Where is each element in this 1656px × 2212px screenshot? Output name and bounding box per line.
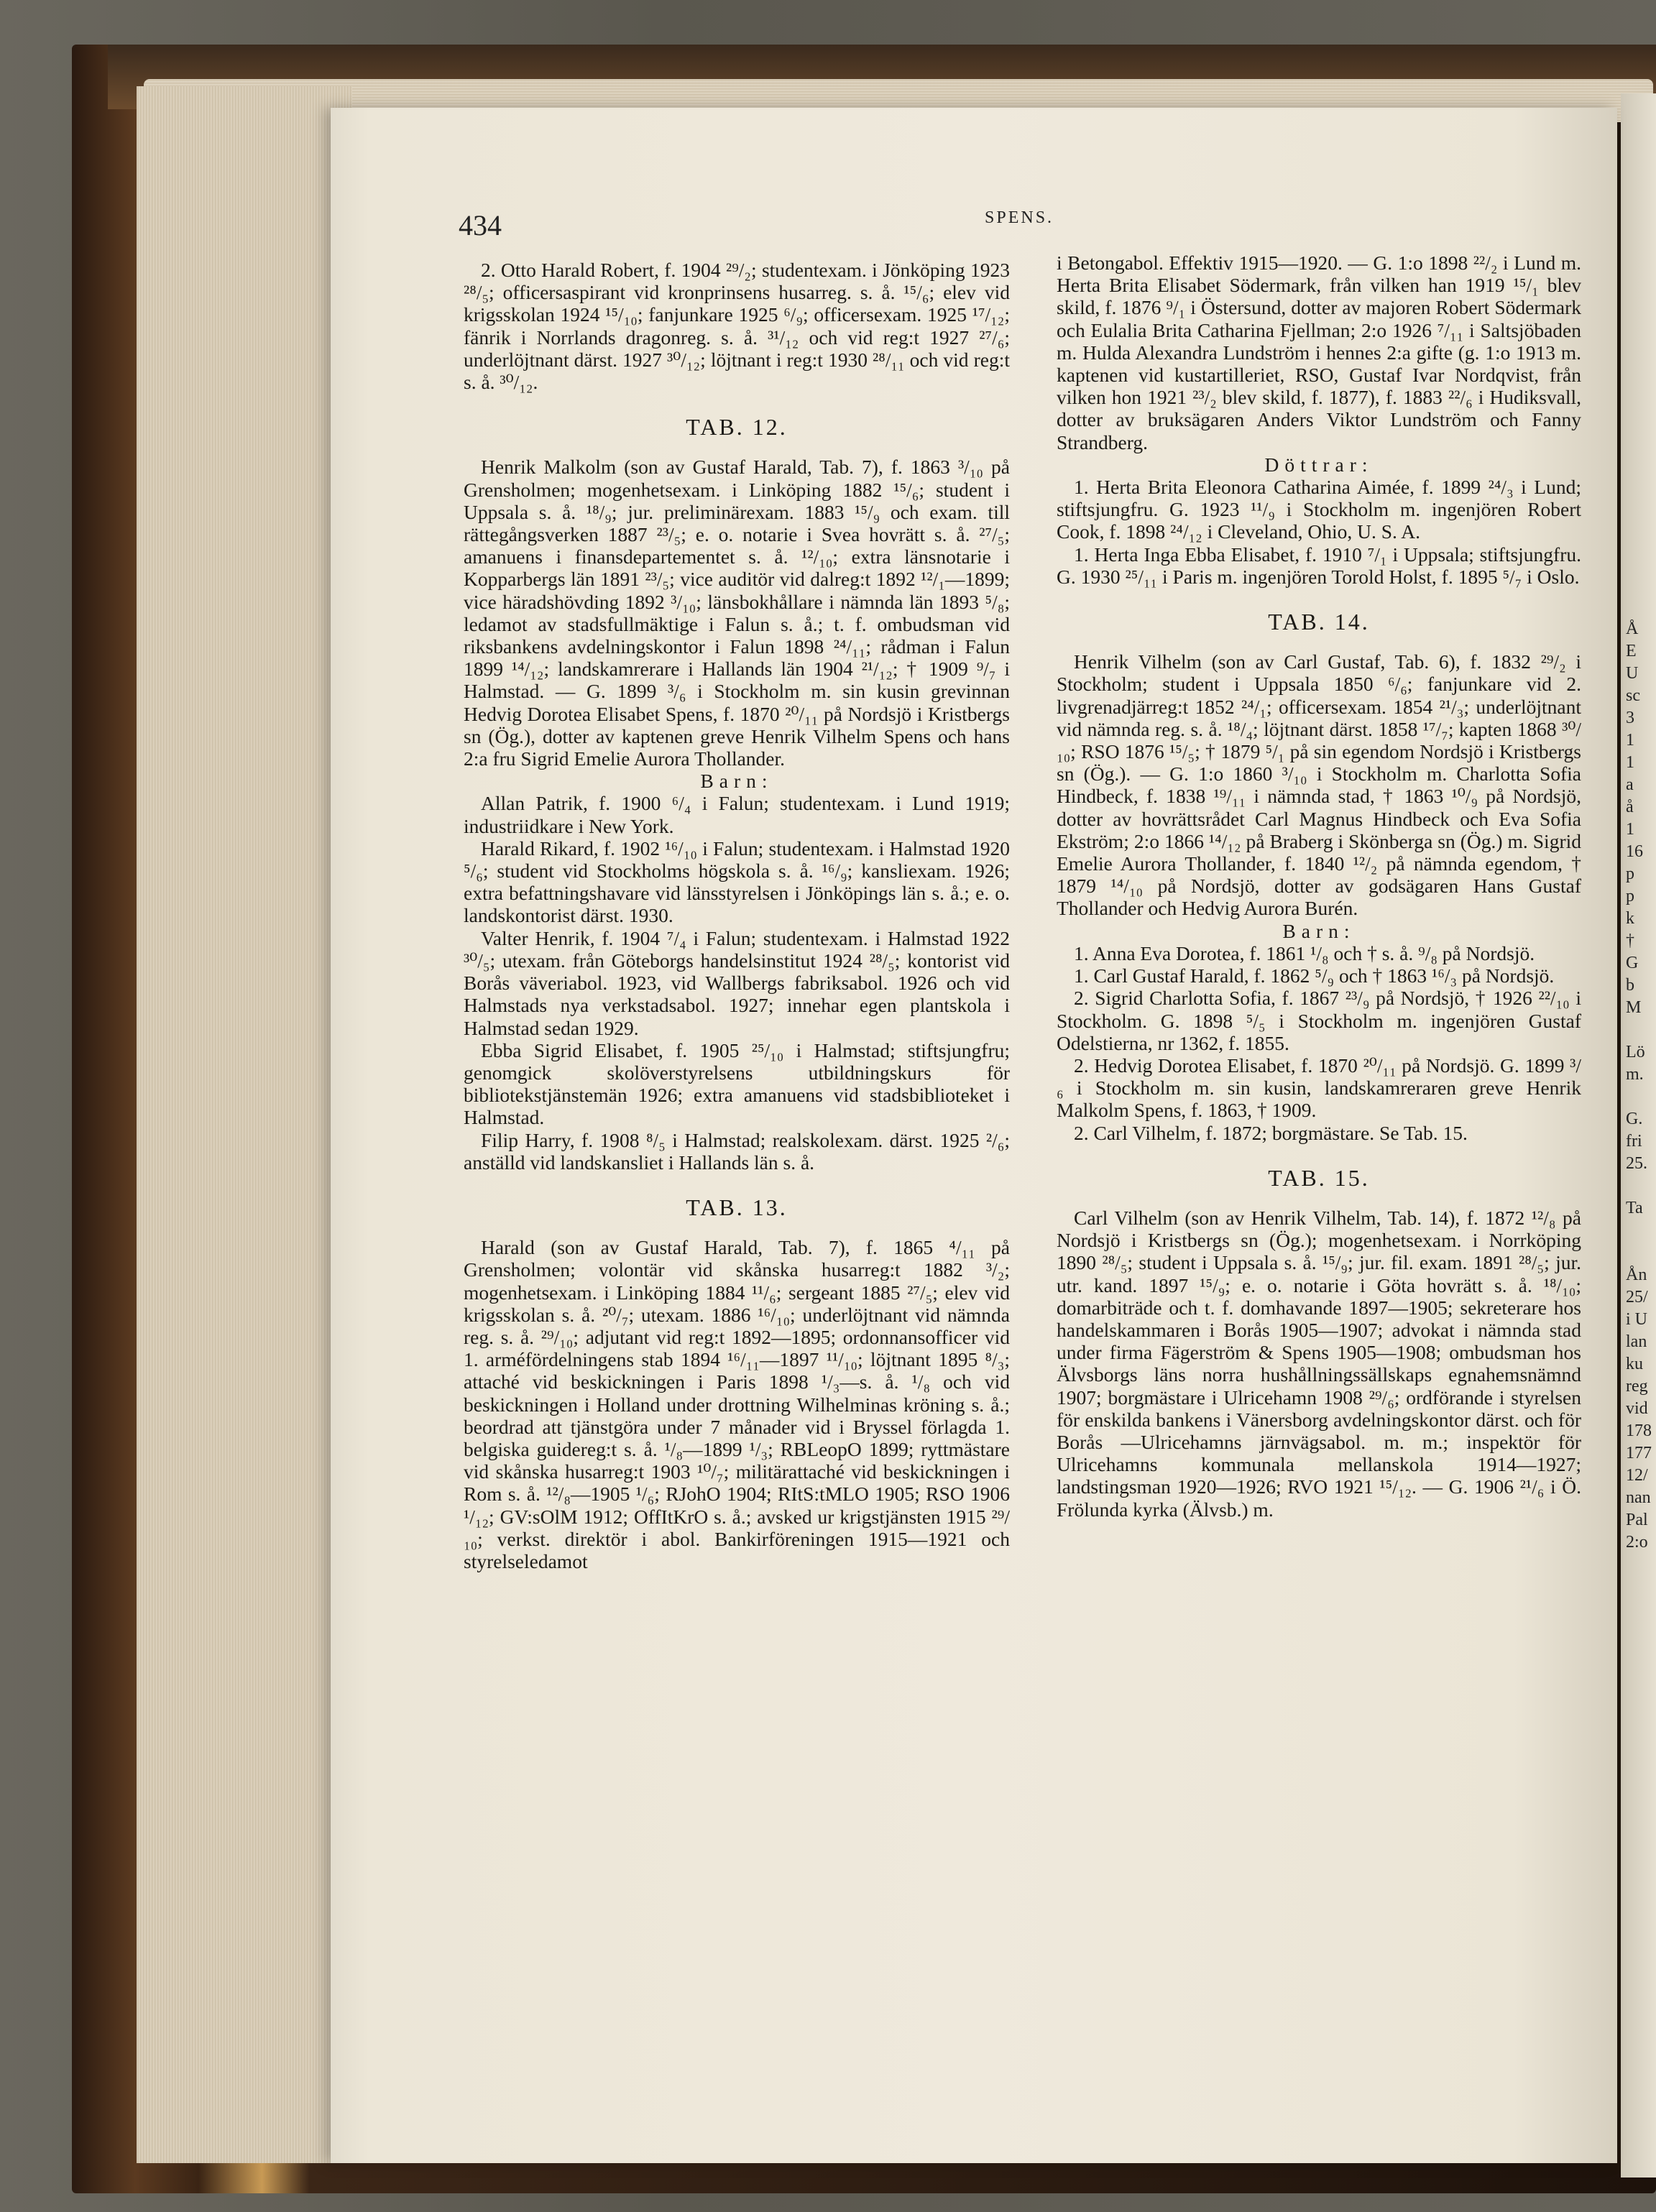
margin-fragment: sc [1626, 686, 1640, 705]
margin-fragment: † [1626, 931, 1634, 950]
margin-fragment: 1 [1626, 731, 1634, 750]
margin-fragment: 1 [1626, 820, 1634, 839]
margin-fragment: M [1626, 998, 1642, 1017]
margin-fragment: k [1626, 909, 1634, 928]
margin-fragment: 3 [1626, 709, 1634, 727]
child-entry: 1. Carl Gustaf Harald, f. 1862 ⁵/₉ och † 1863 ¹⁶/₃ på Nordsjö. [1074, 964, 1555, 987]
margin-fragment: reg [1626, 1377, 1648, 1396]
dottrar-label: Döttrar: [1264, 453, 1374, 476]
margin-fragment: å [1626, 798, 1634, 816]
daughter-entry: 1. Herta Brita Eleonora Catharina Aimée, f. 1899 ²⁴/₃ i Lund; stiftsjungfru. G. 1923 ¹¹/₉ i Stockholm m. ingenjören Robert Cook, f. 1898 ²⁴/₁₂ i Cleveland, Ohio, U. S. A. [1057, 476, 1581, 543]
margin-fragment: U [1626, 664, 1639, 683]
margin-fragment: 1 [1626, 753, 1634, 772]
margin-fragment: 25. [1626, 1154, 1647, 1173]
margin-fragment: Å [1626, 619, 1639, 638]
barn-label: Barn: [700, 770, 773, 793]
facing-page-fragments [1626, 618, 1656, 1554]
margin-fragment: 16 [1626, 842, 1643, 861]
child-entry: 2. Sigrid Charlotta Sofia, f. 1867 ²³/₉ på Nordsjö, † 1926 ²²/₁₀ i Stockholm. G. 1898 ⁵/₅ i Stockholm m. ingenjören Gustaf Odelstierna, nr 1362, f. 1855. [1057, 987, 1581, 1054]
margin-fragment: Pal [1626, 1511, 1648, 1529]
margin-fragment: p [1626, 887, 1634, 905]
child-entry: Valter Henrik, f. 1904 ⁷/₄ i Falun; studentexam. i Halmstad 1922 ³⁰/₅; utexam. från Göteborgs handelsinstitut 1924 ²⁸/₅; kontorist vid Borås väveriabol. 1923, vid Wallbergs fabriksabol. 1926 och vid Halmstads nya verkstadsabol. 1927; innehar egen plantskola i Halmstad sedan 1929. [464, 926, 1010, 1039]
entry-carl-vilhelm: Carl Vilhelm (son av Henrik Vilhelm, Tab. 14), f. 1872 ¹²/₈ på Nordsjö i Kristbergs sn (Ög.); mogenhetsexam. i Norrköping 1890 ²⁸/₅; student i Uppsala s. å. ¹⁵/₉; jur. fil. exam. 1891 ²⁸/₅; jur. utr. kand. 1897 ¹⁵/₉; e. o. notarie i Göta hovrätt s. å. ¹⁸/₁₀; domarbiträde och t. f. domhavande 1897—1905; sekreterare hos handelskammaren i Borås 1905—1907; advokat i nämnda stad under firma Fägerström & Spens 1905—1908; ombudsman hos Älvsborgs läns norra hushållningssällskaps egnahemsnämnd 1907; borgmästare i Ulricehamn 1908 ²⁹/₆; ordförande i styrelsen för enskilda bankens i Vänersborg avdelningskontor därst. och för Borås —Ulricehamns järnvägsabol. m. m.; inspektör för Ulricehamns kommunala mellanskola 1914—1927; landstingsman 1920—1926; RVO 1921 ¹⁵/₁₂. — G. 1906 ²¹/₆ i Ö. Frölunda kyrka (Älvsb.) m. [1057, 1206, 1581, 1521]
margin-fragment: fri [1626, 1132, 1642, 1151]
margin-fragment: i U [1626, 1310, 1647, 1329]
entry-henrik-malkolm: Henrik Malkolm (son av Gustaf Harald, Tab. 7), f. 1863 ³/₁₀ på Grensholmen; mogenhetsexam. i Linköping 1882 ¹⁵/₆; student i Uppsala s. å. ¹⁸/₉; jur. preliminärexam. 1883 ¹⁵/₉ och exam. till rättegångsverken 1887 ²³/₅; e. o. notarie i Svea hovrätt s. å. ²⁷/₅; amanuens i finansdepartementet s. å. ¹²/₁₀; extra länsnotarie i Kopparbergs län 1891 ²³/₅; vice auditör vid dalreg:t 1892 ¹²/₁—1899; vice häradshövding 1892 ³/₁₀; länsbokhållare i nämnda län 1893 ⁵/₈; ledamot av stadsfullmäktige i Falun s. å.; t. f. ombudsman vid riksbankens avdelningskontor i Falun 1898 ²⁴/₁₁; rådman i Falun 1899 ¹⁴/₁₂; landskamrerare i Hallands län 1904 ²¹/₁₂; † 1909 ⁹/₇ i Halmstad. — G. 1899 ³/₆ i Stockholm m. sin kusin grevinnan Hedvig Dorotea Elisabet Spens, f. 1870 ²⁰/₁₁ på Nordsjö i Kristbergs sn (Ög.), dotter av kaptenen greve Henrik Vilhelm Spens och hans 2:a fru Sigrid Emelie Aurora Thollander. [464, 456, 1010, 770]
child-entry: Filip Harry, f. 1908 ⁸/₅ i Halmstad; realskolexam. därst. 1925 ²/₆; anställd vid landskansliet i Hallands län s. å. [464, 1128, 1010, 1174]
page-number: 434 [459, 209, 502, 241]
child-entry: Ebba Sigrid Elisabet, f. 1905 ²⁵/₁₀ i Halmstad; stiftsjungfru; genomgick skolöverstyrelsens utbildningskurs för bibliotekstjänstemän 1926; extra amanuens vid stadsbiblioteket i Halmstad. [464, 1038, 1010, 1129]
margin-fragment: lan [1626, 1332, 1647, 1351]
right-column [1057, 252, 1581, 1521]
child-entry: 1. Anna Eva Dorotea, f. 1861 ¹/₈ och † s. å. ⁹/₈ på Nordsjö. [1074, 941, 1535, 964]
tab15-heading: TAB. 15. [1268, 1164, 1370, 1191]
child-entry: 2. Carl Vilhelm, f. 1872; borgmästare. Se Tab. 15. [1074, 1121, 1468, 1144]
tab12-heading: TAB. 12. [686, 414, 788, 441]
margin-fragment: b [1626, 976, 1634, 995]
tab13-heading: TAB. 13. [686, 1194, 788, 1220]
margin-fragment [1626, 1242, 1656, 1264]
daughter-entry: 1. Herta Inga Ebba Elisabet, f. 1910 ⁷/₁ i Uppsala; stiftsjungfru. G. 1930 ²⁵/₁₁ i Paris m. ingenjören Torold Holst, f. 1895 ⁵/₇ i Oslo. [1057, 543, 1581, 588]
child-entry: Allan Patrik, f. 1900 ⁶/₄ i Falun; studentexam. i Lund 1919; industriidkare i New York. [464, 792, 1010, 837]
running-head: SPENS. [985, 208, 1054, 227]
margin-fragment: m. [1626, 1065, 1644, 1084]
margin-fragment: nan [1626, 1488, 1651, 1507]
margin-fragment: ku [1626, 1355, 1643, 1373]
margin-fragment [1626, 1086, 1656, 1108]
margin-fragment: E [1626, 642, 1637, 660]
margin-fragment: G. [1626, 1110, 1643, 1128]
margin-fragment: Ån [1626, 1266, 1647, 1284]
margin-fragment: 25/ [1626, 1288, 1648, 1307]
margin-fragment: G [1626, 954, 1639, 972]
margin-fragment [1626, 1175, 1656, 1197]
tab14-heading: TAB. 14. [1268, 609, 1370, 635]
entry-otto-harald-robert: 2. Otto Harald Robert, f. 1904 ²⁹/₂; studentexam. i Jönköping 1923 ²⁸/₅; officersaspirant vid kronprinsens husarreg. s. å. ¹⁵/₆; elev vid krigsskolan 1924 ¹⁵/₁₀; fanjunkare 1925 ⁶/₉; officersexam. 1925 ¹⁷/₁₂; fänrik i Norrlands dragonreg. s. å. ³¹/₁₂ och vid reg:t 1927 ²⁷/₆; underlöjtnant därst. 1927 ³⁰/₁₂; löjtnant i reg:t 1930 ²⁸/₁₁ och vid reg:t s. å. ³⁰/₁₂. [464, 259, 1010, 394]
margin-fragment: 12/ [1626, 1466, 1648, 1485]
entry-harald: Harald (son av Gustaf Harald, Tab. 7), f. 1865 ⁴/₁₁ på Grensholmen; volontär vid skånska husarreg:t 1882 ³/₂; mogenhetsexam. i Linköping 1884 ¹¹/₆; sergeant 1885 ²⁷/₅; elev vid krigsskolan s. å. ²⁰/₇; utexam. 1886 ¹⁶/₁₀; underlöjtnant vid nämnda reg. s. å. ²⁹/₁₀; adjutant vid reg:t 1892—1895; ordonnansofficer vid 1. arméfördelningens stab 1894 ¹⁶/₁₁—1897 ¹¹/₁₀; löjtnant 1895 ⁸/₃; attaché vid beskickningen i Paris 1898 ¹/₃—s. å. ¹/₈ och vid beskickningen i Holland under drottning Wilhelminas kröning s. å.; beordrad att tjänstgöra under 7 månader vid i Bryssel förlagda 1. belgiska guidereg:t s. å. ¹/₈—1899 ¹/₃; RBLeopO 1899; ryttmästare vid skånska husarreg:t 1903 ¹⁰/₇; militärattaché vid beskickningen i Rom s. å. ¹²/₈—1905 ¹/₆; RJohO 1904; RItS:tMLO 1905; RSO 1906 ¹/₁₂; GV:sOlM 1912; OffItKrO s. å.; avsked ur krigstjänsten 1915 ²⁹/₁₀; verkst. direktör i abol. Bankirföreningen 1915—1921 och styrelseledamot [464, 1236, 1010, 1572]
child-entry: Harald Rikard, f. 1902 ¹⁶/₁₀ i Falun; studentexam. i Halmstad 1920 ⁵/₆; student vid Stockholms högskola s. å. ¹⁶/₉; kansliexam. 1926; extra befattningshavare vid länsstyrelsen i Jönköpings län s. å.; e. o. landskontorist därst. 1930. [464, 837, 1010, 927]
margin-fragment: p [1626, 865, 1634, 883]
margin-fragment: 2:o [1626, 1533, 1648, 1552]
child-entry: 2. Hedvig Dorotea Elisabet, f. 1870 ²⁰/₁₁ på Nordsjö. G. 1899 ³/₆ i Stockholm m. sin kusin, landskamreraren greve Henrik Malkolm Spens, f. 1863, † 1909. [1057, 1054, 1581, 1122]
barn-label: Barn: [1282, 919, 1356, 942]
margin-fragment: Lö [1626, 1043, 1645, 1061]
entry-henrik-vilhelm: Henrik Vilhelm (son av Carl Gustaf, Tab. 6), f. 1832 ²⁹/₂ i Stockholm; student i Uppsala 1850 ⁶/₆; fanjunkare vid 2. livgrenadjärreg:t 1852 ²⁴/₁; officersexam. 1854 ²¹/₃; underlöjtnant vid nämnda reg. s. å. ¹⁸/₄; löjtnant därst. 1858 ¹⁷/₇; kapten 1868 ³⁰/₁₀; RSO 1876 ¹⁵/₅; † 1879 ⁵/₁ på sin egendom Nordsjö i Kristbergs sn (Ög.). — G. 1:o 1860 ³/₁₀ i Stockholm m. Charlotta Sofia Hindbeck, f. 1838 ¹⁹/₁₁ i nämnda stad, † 1863 ¹⁰/₉ på Nordsjö, dotter av hovrättsrådet Carl Magnus Hindbeck och Eva Sofia Ekström; 2:o 1866 ¹⁴/₁₂ på Braberg i Skönberga sn (Ög.) m. Sigrid Emelie Aurora Thollander, f. 1840 ¹²/₂ på nämnda egendom, † 1879 ¹⁴/₁₀ på Nordsjö, dotter av godsägaren Hans Gustaf Thollander och Hedvig Aurora Burén. [1057, 650, 1581, 920]
margin-fragment [1626, 1220, 1656, 1242]
entry-continuation: i Betongabol. Effektiv 1915—1920. — G. 1:o 1898 ²²/₂ i Lund m. Herta Brita Elisabet Södermark, från vilken han 1919 ¹⁵/₁ blev skild, f. 1876 ⁹/₁ i Östersund, dotter av majoren Robert Södermark och Eulalia Brita Catharina Fjellman; 2:o 1926 ⁷/₁₁ i Saltsjöbaden m. Hulda Alexandra Lundström i hennes 2:a gifte (g. 1:o 1913 m. kaptenen vid kustartilleriet, RSO, Gustaf Ivar Nordqvist, från vilken hon 1921 ²³/₂ blev skild, f. 1877), f. 1883 ²²/₆ i Hudiksvall, dotter av bruksägaren Anders Viktor Lundström och Fanny Strandberg. [1057, 252, 1581, 453]
margin-fragment: Ta [1626, 1199, 1643, 1217]
left-column [464, 259, 1010, 1572]
margin-fragment: vid [1626, 1399, 1648, 1418]
page-edges-left [137, 86, 352, 2163]
margin-fragment: 177 [1626, 1444, 1652, 1462]
margin-fragment: a [1626, 775, 1634, 794]
margin-fragment [1626, 1019, 1656, 1041]
margin-fragment: 178 [1626, 1421, 1652, 1440]
